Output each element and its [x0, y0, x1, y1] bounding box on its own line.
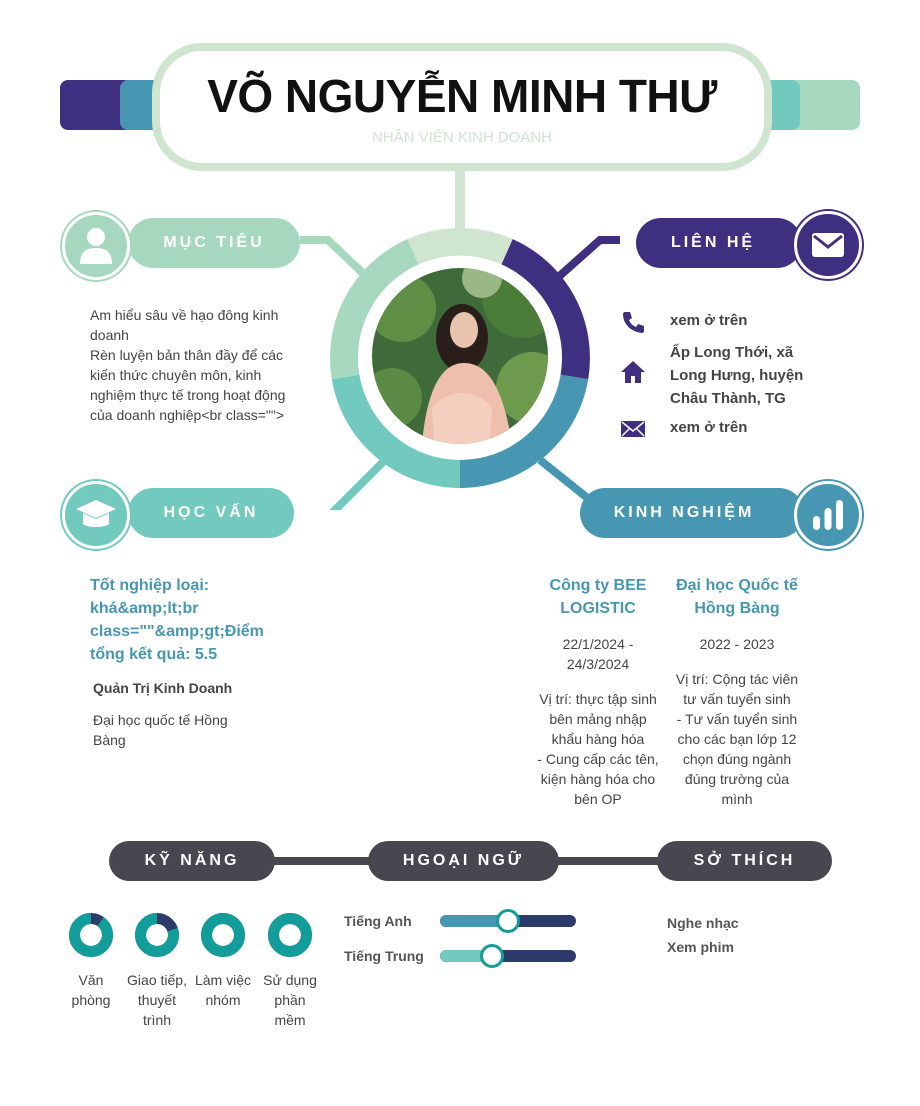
mail-icon: [620, 416, 646, 442]
language-level-knob: [496, 909, 520, 933]
experience-item: [530, 574, 666, 809]
education-school: [93, 710, 280, 750]
education-pill: [128, 488, 294, 538]
address-line: Ấp Long Thới, xã: [670, 344, 794, 361]
company-line: LOGISTIC: [560, 600, 636, 617]
desc-line: bên OP: [574, 791, 622, 807]
skill-donut-fill: [274, 919, 307, 952]
language-level-knob: [480, 944, 504, 968]
connector-education: [325, 460, 385, 510]
desc-line: cho các bạn lớp 12: [677, 731, 797, 747]
desc-line: bên mảng nhập: [549, 711, 647, 727]
graduation-cap-icon: [62, 481, 130, 549]
company-line: Công ty BEE: [549, 577, 647, 594]
hobby-item: Xem phim: [667, 939, 734, 955]
skill-label-line: thuyết: [137, 992, 177, 1008]
objective-line: của doanh nghiệp<br class="">: [90, 407, 285, 423]
contact-address: [620, 341, 840, 410]
hobbies-pill: [657, 841, 832, 881]
languages-title: HGOẠI NGỮ: [402, 852, 525, 869]
skill-item: [256, 912, 324, 1030]
contact-address-text: [670, 341, 803, 410]
experience-title: KINH NGHIỆM: [613, 504, 755, 521]
objective-line: kiến thức chuyên môn, kinh: [90, 367, 262, 383]
date-line: 2022 - 2023: [699, 636, 775, 652]
user-icon: [62, 212, 130, 280]
skill-item: [123, 912, 191, 1030]
edu-line: Tốt nghiệp loại:: [90, 577, 210, 594]
desc-line: tư vấn tuyển sinh: [683, 691, 791, 707]
profile-photo: [372, 268, 548, 444]
bar-chart-icon: [794, 481, 862, 549]
job-title: NHÂN VIÊN KINH DOANH: [371, 129, 553, 146]
skill-label: [124, 970, 190, 1030]
language-name: Tiếng Trung: [344, 948, 424, 964]
connector-contact: [555, 240, 620, 280]
skills-title: KỸ NĂNG: [144, 852, 240, 869]
language-row: [344, 943, 584, 978]
skill-donut-fill: [207, 919, 240, 952]
contact-list: [620, 309, 840, 442]
mail-icon: [794, 211, 862, 279]
experience-date: [530, 634, 666, 674]
skill-donut: [267, 912, 313, 958]
contact-phone-text: xem ở trên: [670, 312, 748, 329]
desc-line: - Cung cấp các tên,: [537, 751, 659, 767]
experience-company: [670, 574, 804, 620]
desc-line: chọn đúng ngành: [682, 751, 792, 767]
desc-line: mình: [721, 791, 753, 807]
skill-donut: [200, 912, 246, 958]
objective-line: Rèn luyện bản thân đầy để các: [90, 347, 284, 363]
experience-description: [530, 689, 666, 809]
desc-line: Vị trí: thực tập sinh: [539, 691, 657, 707]
objective-line: doanh: [90, 327, 129, 343]
experience-pill: [580, 488, 804, 538]
skill-item: [57, 912, 125, 1010]
languages-list: [344, 908, 584, 978]
experience-company: [530, 574, 666, 620]
education-block: [90, 574, 280, 750]
skill-label-line: Văn: [78, 972, 104, 988]
skill-label-line: Làm việc: [194, 972, 252, 988]
edu-line: khá&amp;lt;br: [90, 600, 199, 617]
skill-label-line: trình: [142, 1012, 171, 1028]
experience-item: [670, 574, 804, 809]
desc-line: kiện hàng hóa cho: [540, 771, 656, 787]
skill-label-line: Sử dụng: [263, 972, 317, 988]
education-headline: [90, 574, 280, 666]
skill-label: [257, 970, 323, 1030]
experience-description: [670, 669, 804, 809]
company-line: Hồng Bàng: [694, 600, 780, 617]
full-name: VÕ NGUYỄN MINH THƯ: [207, 70, 717, 122]
connector-objective: [300, 240, 370, 280]
edu-line: tổng kết quả: 5.5: [90, 646, 218, 663]
skill-label-line: phòng: [71, 992, 111, 1008]
desc-line: khẩu hàng hóa: [551, 731, 645, 747]
skills-list: [68, 912, 330, 1042]
objective-text: [90, 305, 310, 425]
language-row: [344, 908, 584, 943]
skill-item: [189, 912, 257, 1010]
skill-donut: [134, 912, 180, 958]
education-title: HỌC VẤN: [163, 504, 259, 521]
desc-line: đúng trường của: [684, 771, 790, 787]
address-line: Long Hưng, huyện: [670, 367, 804, 384]
home-icon: [620, 359, 646, 385]
name-box: [152, 43, 772, 171]
desc-line: Vị trí: Cộng tác viên: [675, 671, 799, 687]
objective-pill: [128, 218, 300, 268]
edu-line: class=""&amp;gt;Điểm: [90, 623, 264, 640]
objective-title: MỤC TIÊU: [163, 234, 265, 251]
hobbies-title: SỞ THÍCH: [693, 852, 796, 869]
contact-phone: [620, 309, 840, 335]
contact-title: LIÊN HỆ: [670, 234, 756, 251]
languages-pill: [368, 841, 559, 881]
address-line: Châu Thành, TG: [670, 390, 786, 407]
date-line: 24/3/2024: [566, 656, 630, 672]
desc-line: - Tư vấn tuyển sinh: [676, 711, 798, 727]
skill-label-line: Giao tiếp,: [127, 972, 187, 988]
skill-label-line: phần: [274, 992, 306, 1008]
contact-pill: [636, 218, 802, 268]
objective-line: nghiệm thực tế trong hoạt động: [90, 387, 286, 403]
skill-donut-fill: [75, 919, 108, 952]
contact-email-text: xem ở trên: [670, 419, 748, 436]
objective-line: Am hiểu sâu về hạo đông kinh: [90, 307, 279, 323]
connector-experience: [540, 460, 590, 500]
skills-pill: [109, 841, 275, 881]
school-line: Đại học quốc tế Hồng: [93, 712, 228, 728]
education-major: Quản Trị Kinh Doanh: [93, 680, 233, 696]
skill-label: [190, 970, 256, 1010]
skill-donut: [68, 912, 114, 958]
company-line: Đại học Quốc tế: [676, 577, 798, 594]
skill-label: [58, 970, 124, 1010]
skill-label-line: mềm: [274, 1012, 306, 1028]
school-line: Bàng: [93, 732, 126, 748]
hobbies-list: [667, 911, 739, 959]
date-line: 22/1/2024 -: [562, 636, 634, 652]
phone-icon: [620, 309, 646, 335]
language-name: Tiếng Anh: [344, 913, 412, 929]
hobby-item: Nghe nhạc: [667, 915, 739, 931]
contact-email: [620, 416, 840, 442]
skill-label-line: nhóm: [205, 992, 241, 1008]
experience-date: [670, 634, 804, 654]
